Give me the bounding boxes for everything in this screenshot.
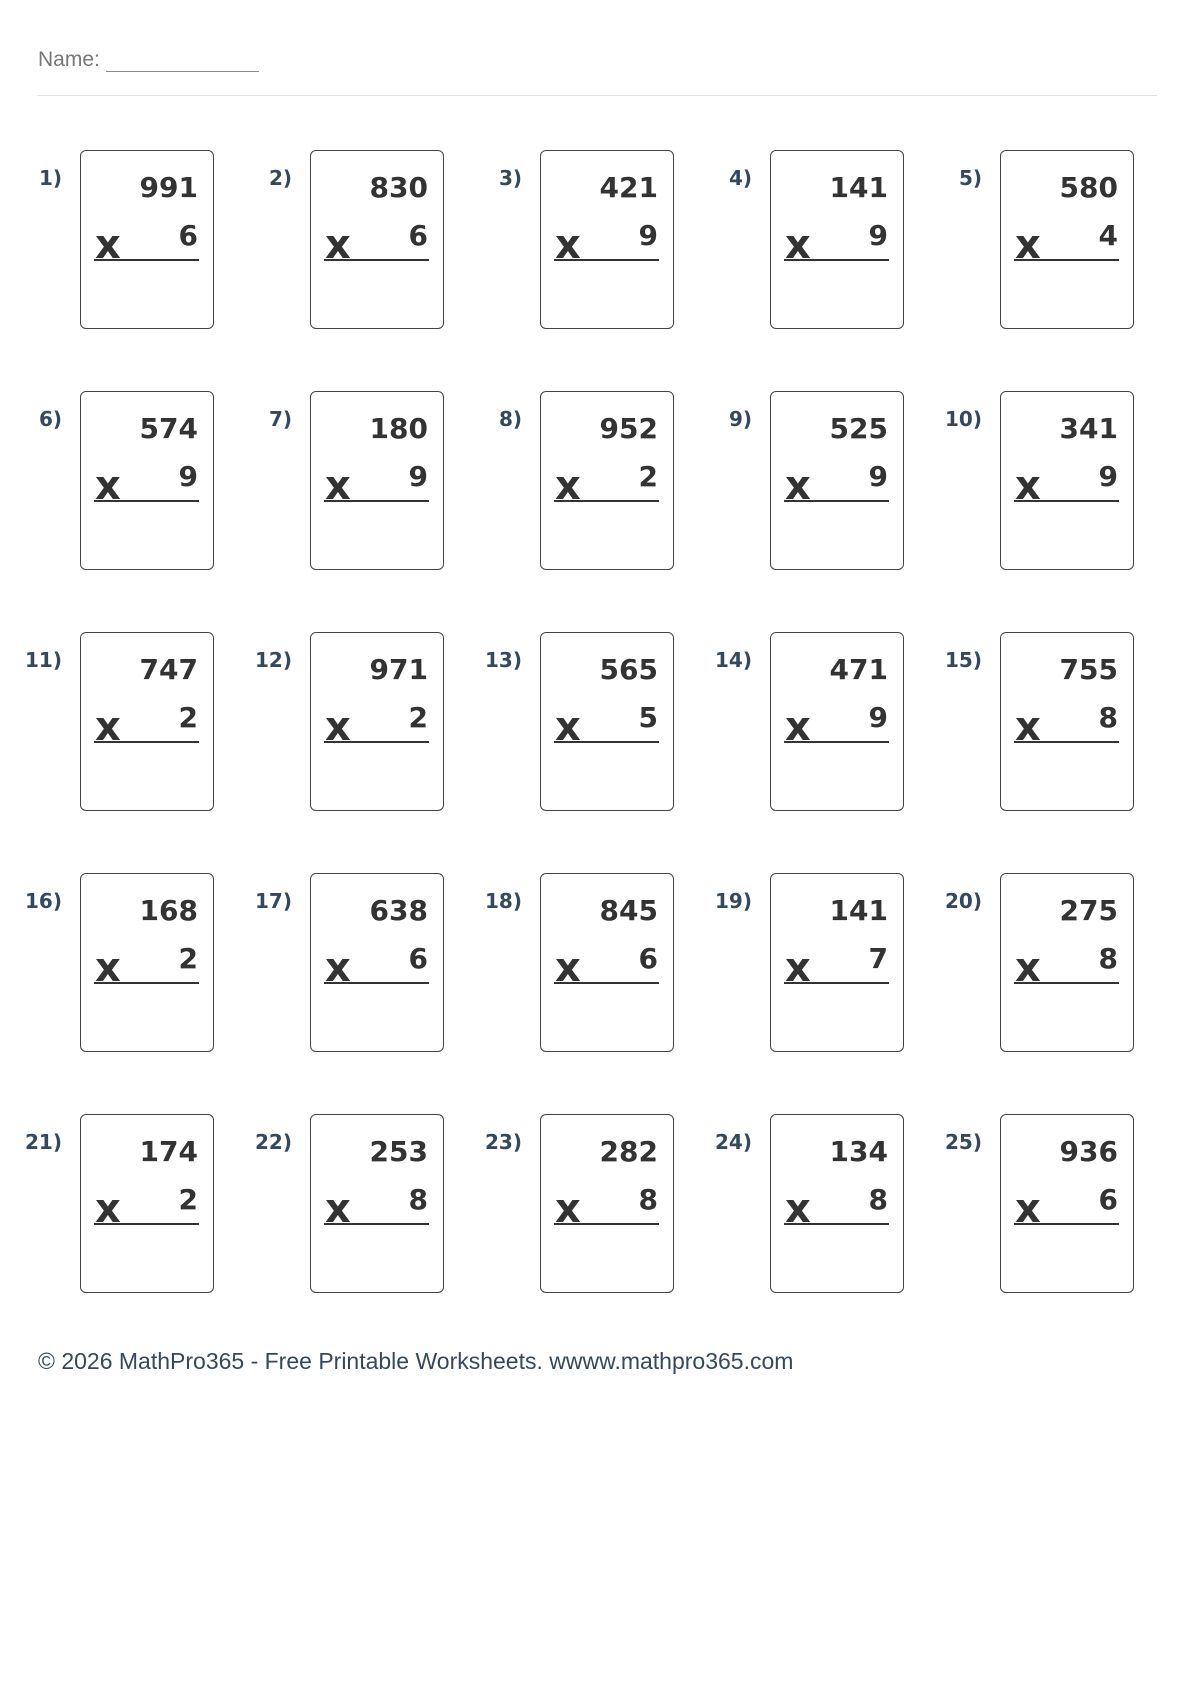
multiplier-row [324, 460, 429, 509]
multiplier: 8 [408, 1183, 428, 1216]
multiplicand: 253 [369, 1135, 428, 1168]
multiply-sign: x [1015, 704, 1041, 750]
multiplier: 2 [178, 1183, 198, 1216]
problem-number: 7) [268, 407, 292, 431]
multiply-sign: x [325, 1186, 351, 1232]
multiplier-row [1014, 460, 1119, 509]
problem-number: 21) [25, 1130, 62, 1154]
multiplier: 9 [178, 460, 198, 493]
multiplier: 9 [868, 701, 888, 734]
problem-card [540, 391, 674, 570]
problem-6 [0, 391, 200, 581]
multiplier: 6 [1098, 1183, 1118, 1216]
problem-9 [690, 391, 890, 581]
multiplicand: 936 [1059, 1135, 1118, 1168]
problem-card [80, 873, 214, 1052]
problem-card [1000, 391, 1134, 570]
problem-card [770, 391, 904, 570]
multiplicand: 580 [1059, 171, 1118, 204]
multiplier: 9 [408, 460, 428, 493]
multiplier: 9 [868, 460, 888, 493]
problem-7 [230, 391, 430, 581]
multiplier: 2 [408, 701, 428, 734]
multiply-sign: x [1015, 1186, 1041, 1232]
problem-number: 9) [728, 407, 752, 431]
multiplicand: 180 [369, 412, 428, 445]
problem-number: 19) [715, 889, 752, 913]
multiplier-row [324, 1183, 429, 1232]
problem-card [310, 873, 444, 1052]
problem-card [540, 632, 674, 811]
problem-card [1000, 150, 1134, 329]
multiply-sign: x [555, 463, 581, 509]
multiplicand: 845 [599, 894, 658, 927]
multiply-sign: x [555, 945, 581, 991]
multiplicand: 747 [139, 653, 198, 686]
problem-card [770, 873, 904, 1052]
problem-11 [0, 632, 200, 822]
multiply-sign: x [325, 463, 351, 509]
multiplier: 7 [868, 942, 888, 975]
problem-number: 13) [485, 648, 522, 672]
problem-21 [0, 1114, 200, 1304]
multiply-sign: x [95, 463, 121, 509]
problem-19 [690, 873, 890, 1063]
problem-card [310, 150, 444, 329]
multiply-sign: x [555, 704, 581, 750]
multiply-sign: x [1015, 945, 1041, 991]
problem-number: 17) [255, 889, 292, 913]
problem-card [770, 150, 904, 329]
problem-number: 10) [945, 407, 982, 431]
problem-20 [920, 873, 1120, 1063]
multiplier-row [554, 1183, 659, 1232]
problem-number: 24) [715, 1130, 752, 1154]
multiplicand: 174 [139, 1135, 198, 1168]
problem-card [80, 391, 214, 570]
multiplier-row [784, 942, 889, 991]
multiplier: 9 [1098, 460, 1118, 493]
problem-16 [0, 873, 200, 1063]
multiply-sign: x [1015, 222, 1041, 268]
multiplier: 2 [178, 701, 198, 734]
multiplier-row [784, 701, 889, 750]
multiplier: 9 [638, 219, 658, 252]
multiplier: 6 [408, 219, 428, 252]
problem-number: 12) [255, 648, 292, 672]
problem-card [310, 1114, 444, 1293]
problem-23 [460, 1114, 660, 1304]
multiply-sign: x [325, 704, 351, 750]
multiply-sign: x [95, 945, 121, 991]
problem-number: 8) [498, 407, 522, 431]
problem-number: 3) [498, 166, 522, 190]
multiplier: 8 [1098, 942, 1118, 975]
multiplicand: 971 [369, 653, 428, 686]
multiply-sign: x [785, 704, 811, 750]
problem-number: 1) [38, 166, 62, 190]
multiply-sign: x [325, 222, 351, 268]
problem-number: 15) [945, 648, 982, 672]
multiply-sign: x [95, 1186, 121, 1232]
multiplier-row [324, 701, 429, 750]
multiplicand: 275 [1059, 894, 1118, 927]
multiply-sign: x [785, 945, 811, 991]
multiply-sign: x [95, 704, 121, 750]
problem-card [1000, 873, 1134, 1052]
multiplier: 9 [868, 219, 888, 252]
problem-number: 16) [25, 889, 62, 913]
problem-22 [230, 1114, 430, 1304]
problem-5 [920, 150, 1120, 340]
multiplicand: 141 [829, 894, 888, 927]
problem-card [540, 873, 674, 1052]
multiplicand: 471 [829, 653, 888, 686]
multiplier: 6 [638, 942, 658, 975]
problem-number: 6) [38, 407, 62, 431]
problem-card [80, 150, 214, 329]
multiplicand: 830 [369, 171, 428, 204]
problem-2 [230, 150, 430, 340]
multiplier-row [784, 460, 889, 509]
problem-25 [920, 1114, 1120, 1304]
problem-number: 18) [485, 889, 522, 913]
problem-1 [0, 150, 200, 340]
multiplier-row [94, 942, 199, 991]
problem-4 [690, 150, 890, 340]
multiplicand: 141 [829, 171, 888, 204]
multiplicand: 565 [599, 653, 658, 686]
problem-15 [920, 632, 1120, 822]
multiplier-row [1014, 1183, 1119, 1232]
multiply-sign: x [785, 222, 811, 268]
multiplicand: 525 [829, 412, 888, 445]
multiplicand: 168 [139, 894, 198, 927]
multiplier: 6 [178, 219, 198, 252]
problem-12 [230, 632, 430, 822]
multiplier-row [554, 942, 659, 991]
problem-number: 25) [945, 1130, 982, 1154]
problem-card [540, 150, 674, 329]
multiplier: 6 [408, 942, 428, 975]
multiplier-row [1014, 219, 1119, 268]
multiplicand: 574 [139, 412, 198, 445]
multiplicand: 282 [599, 1135, 658, 1168]
multiply-sign: x [325, 945, 351, 991]
problem-13 [460, 632, 660, 822]
multiplier-row [94, 460, 199, 509]
problem-card [80, 632, 214, 811]
multiplicand: 134 [829, 1135, 888, 1168]
multiplier: 8 [638, 1183, 658, 1216]
footer-copyright: © 2026 MathPro365 - Free Printable Worksheets. wwww.mathpro365.com [38, 1348, 794, 1374]
multiplier: 5 [638, 701, 658, 734]
multiplier: 8 [1098, 701, 1118, 734]
problem-card [310, 391, 444, 570]
multiplier-row [94, 219, 199, 268]
multiply-sign: x [785, 463, 811, 509]
problem-card [1000, 1114, 1134, 1293]
multiplier: 8 [868, 1183, 888, 1216]
multiplier: 4 [1098, 219, 1118, 252]
multiplicand: 991 [139, 171, 198, 204]
problem-card [770, 632, 904, 811]
problem-card [770, 1114, 904, 1293]
problem-card [310, 632, 444, 811]
problem-card [1000, 632, 1134, 811]
multiplier-row [324, 942, 429, 991]
problem-card [80, 1114, 214, 1293]
multiplier-row [554, 460, 659, 509]
multiplier: 2 [638, 460, 658, 493]
problem-8 [460, 391, 660, 581]
problem-number: 20) [945, 889, 982, 913]
multiplier-row [1014, 701, 1119, 750]
multiplier-row [94, 1183, 199, 1232]
multiplicand: 755 [1059, 653, 1118, 686]
multiplicand: 341 [1059, 412, 1118, 445]
problem-10 [920, 391, 1120, 581]
multiplicand: 952 [599, 412, 658, 445]
multiplier-row [1014, 942, 1119, 991]
multiplier-row [554, 701, 659, 750]
multiply-sign: x [1015, 463, 1041, 509]
multiplier-row [94, 701, 199, 750]
problem-number: 2) [268, 166, 292, 190]
problem-number: 4) [728, 166, 752, 190]
multiply-sign: x [555, 222, 581, 268]
problem-card [540, 1114, 674, 1293]
problem-number: 23) [485, 1130, 522, 1154]
multiplier-row [324, 219, 429, 268]
problem-number: 14) [715, 648, 752, 672]
multiplier-row [784, 219, 889, 268]
multiply-sign: x [555, 1186, 581, 1232]
problem-number: 5) [958, 166, 982, 190]
problem-14 [690, 632, 890, 822]
problem-number: 22) [255, 1130, 292, 1154]
problem-24 [690, 1114, 890, 1304]
problem-number: 11) [25, 648, 62, 672]
problem-17 [230, 873, 430, 1063]
problem-3 [460, 150, 660, 340]
multiply-sign: x [95, 222, 121, 268]
multiplicand: 638 [369, 894, 428, 927]
name-label: Name: [38, 48, 100, 71]
multiplier-row [554, 219, 659, 268]
multiplicand: 421 [599, 171, 658, 204]
multiplier: 2 [178, 942, 198, 975]
multiply-sign: x [785, 1186, 811, 1232]
multiplier-row [784, 1183, 889, 1232]
problem-18 [460, 873, 660, 1063]
